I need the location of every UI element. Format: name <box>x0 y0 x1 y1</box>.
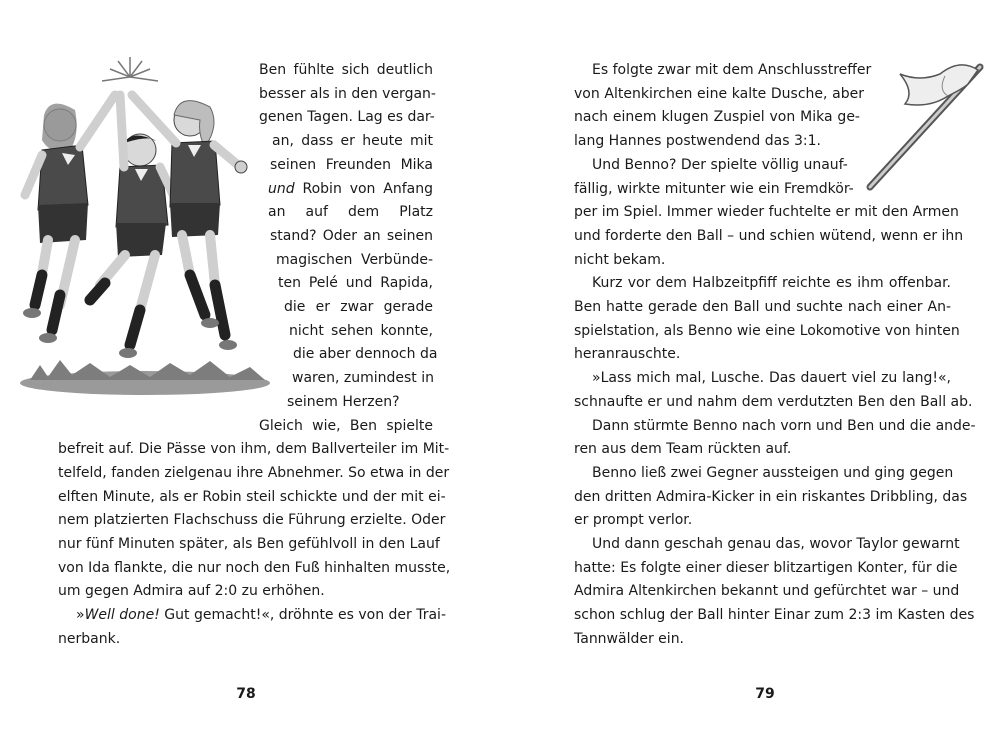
text-line: besser als in den vergan- <box>259 85 436 102</box>
text-line: magischen Verbünde- <box>276 251 433 268</box>
text-line: per im Spiel. Immer wieder fuchtelte er mit den Armen <box>574 204 959 221</box>
text-line: stand? Oder an seinen <box>270 227 433 244</box>
text-line: Ben hatte gerade den Ball und suchte nach einer An- <box>574 299 951 315</box>
text-line: er prompt verlor. <box>574 512 693 529</box>
text-line: Dann stürmte Benno nach vorn und Ben und die ande- <box>592 417 976 434</box>
text-line: von Ida flankte, die nur noch den Fuß hinhalten musste, <box>58 559 451 576</box>
text-line: Gleich wie, Ben spielte <box>259 417 433 434</box>
text-line: nicht sehen konnte, <box>289 322 433 339</box>
text-line: ten Pelé und Rapida, <box>278 275 433 292</box>
text-line: genen Tagen. Lag es dar- <box>259 109 435 126</box>
text-line: Benno ließ zwei Gegner aussteigen und ging gegen <box>592 464 954 481</box>
text-line: Und dann geschah genau das, wovor Taylor gewarnt <box>592 536 960 552</box>
text-line: um gegen Admira auf 2:0 zu erhöhen. <box>58 583 325 600</box>
text-line: Es folgte zwar mit dem Anschlusstreffer <box>592 62 872 78</box>
corner-flag-illustration <box>860 52 1000 192</box>
text-line: nem platzierten Flachschuss die Führung erzielte. Oder <box>58 512 446 529</box>
text-line: seinem Herzen? <box>287 393 400 410</box>
text-line: an auf dem Platz <box>268 204 433 221</box>
page-number: 79 <box>755 686 775 702</box>
text-line: fällig, wirkte mitunter wie ein Fremdkör- <box>574 180 854 197</box>
text-line: »Lass mich mal, Lusche. Das dauert viel zu lang!«, <box>592 370 951 387</box>
text-line: und Robin von Anfang <box>268 180 433 197</box>
text-line: von Altenkirchen eine kalte Dusche, aber <box>574 85 864 102</box>
text-line: an, dass er heute mit <box>272 133 433 150</box>
text-line: »Well done! Gut gemacht!«, dröhnte es von der Trai- <box>76 607 447 624</box>
text-line: telfeld, fanden zielgenau ihre Abnehmer. So etwa in der <box>58 464 450 481</box>
text-line: schon schlug der Ball hinter Einar zum 2:3 im Kasten des <box>574 607 975 624</box>
text-line: seinen Freunden Mika <box>270 156 433 173</box>
text-line: waren, zumindest in <box>292 370 434 387</box>
text-line: die aber dennoch da <box>293 346 438 363</box>
text-line: hatte: Es folgte einer dieser blitzartigen Konter, für die <box>574 559 958 576</box>
text-line: nur fünf Minuten später, als Ben gefühlvoll in den Lauf <box>58 536 440 552</box>
text-line: heranrauschte. <box>574 346 681 363</box>
text-line: schnaufte er und nahm dem verdutzten Ben den Ball ab. <box>574 393 973 410</box>
text-line: Und Benno? Der spielte völlig unauf- <box>592 156 848 173</box>
text-line: nicht bekam. <box>574 251 666 268</box>
text-line: Kurz vor dem Halbzeitpfiff reichte es ihm offenbar. <box>592 275 951 292</box>
text-line: elften Minute, als er Robin steil schickte und der mit ei- <box>58 488 446 505</box>
text-line: befreit auf. Die Pässe von ihm, dem Ballverteiler im Mit- <box>58 441 450 458</box>
text-line: Tannwälder ein. <box>574 630 685 647</box>
text-line: Admira Altenkirchen bekannt und gefürchtet war – und <box>574 583 960 600</box>
text-line: und forderte den Ball – und schien wütend, wenn er ihn <box>574 227 964 244</box>
right-page <box>504 0 1008 731</box>
text-line: nach einem klugen Zuspiel von Mika ge- <box>574 109 860 126</box>
text-line: ren aus dem Team rückten auf. <box>574 441 792 458</box>
text-line: Ben fühlte sich deutlich <box>259 62 433 78</box>
text-line: den dritten Admira-Kicker in ein riskantes Dribbling, das <box>574 488 968 505</box>
page-number: 78 <box>236 686 256 702</box>
text-line: die er zwar gerade <box>284 299 433 315</box>
text-line: nerbank. <box>58 630 121 647</box>
text-line: spielstation, als Benno wie eine Lokomotive von hinten <box>574 322 960 339</box>
children-high-five-illustration <box>20 55 270 395</box>
text-line: lang Hannes postwendend das 3:1. <box>574 133 821 150</box>
